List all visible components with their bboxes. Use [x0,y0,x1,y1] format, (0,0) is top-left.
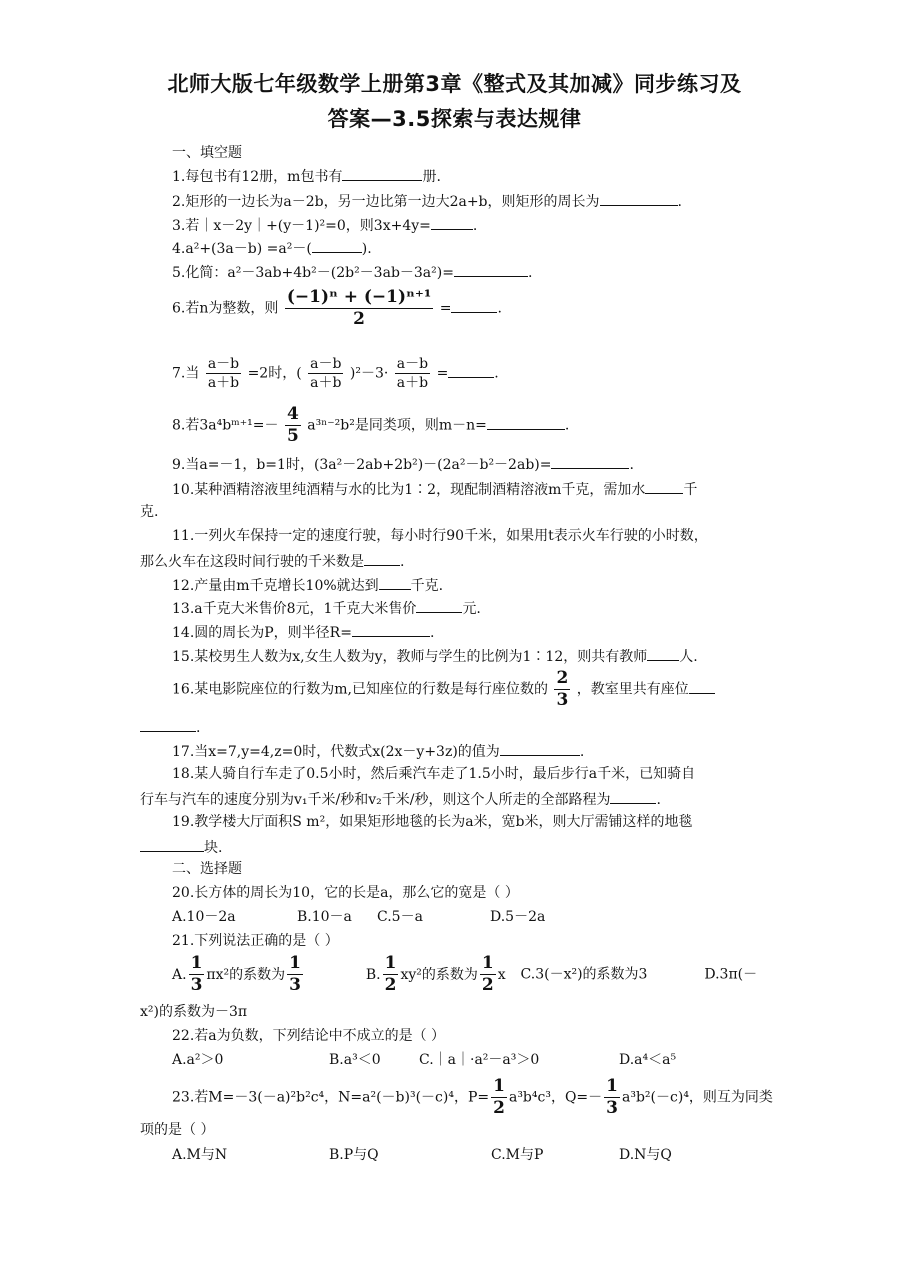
question-18: 18.某人骑自行车走了0.5小时，然后乘汽车走了1.5小时，最后步行a千米，已知骑自 [172,766,696,782]
question-6: 6.若n为整数，则 $\frac{\text{(−1)ⁿ + (−1)ⁿ⁺¹}}{2}$ = . [172,287,502,329]
answer-blank [352,621,430,637]
question-20-options [172,907,545,927]
section-fill-in: 一、填空题 [172,145,242,161]
fraction: $\frac{1}{3}$ [289,953,301,995]
option-c: C.3(－x²)的系数为3 [520,966,648,983]
answer-blank [379,574,411,590]
option-b: B.10－a [297,909,352,925]
question-3: 3.若｜x－2y｜+(y－1)²=0，则3x+4y= . [172,214,477,236]
fraction: $\frac{1}{2}$ [384,953,397,995]
question-11: 11.一列火车保持一定的速度行驶，每小时行90千米，如果用t表示火车行驶的小时数， [172,528,708,544]
option-a: A.M与N [172,1147,228,1163]
fraction: $\frac{1}{3}$ [606,1076,619,1118]
answer-blank [551,453,629,469]
option-b: B.a³＜0 [329,1052,381,1068]
answer-blank [487,414,565,430]
question-15: 15.某校男生人数为x,女生人数为y，教师与学生的比例为1∶12，则共有教师 人. [172,645,698,667]
question-16: 16.某电影院座位的行数为m,已知座位的行数是每行座位数的 $\frac{2}{3}$ ，教室里共有座位 [172,670,715,709]
answer-blank [312,237,362,253]
question-17: 17.当x=7,y=4,z=0时，代数式x(2x－y+3z)的值为 . [172,740,584,762]
option-c: C.｜a｜·a²－a³＞0 [419,1052,540,1068]
title-line-1: 北师大版七年级数学上册第3章《整式及其加减》同步练习及 [167,72,742,96]
answer-blank [140,836,204,852]
answer-blank [645,478,683,494]
question-16-cont: . [140,716,200,738]
question-2: 2.矩形的一边长为a－2b，另一边比第一边大2a+b，则矩形的周长为 . [172,190,682,212]
answer-blank [689,678,715,694]
fraction: $\frac{a-b}{a+b}$ [396,356,429,391]
option-d: D.5－2a [490,909,546,925]
title-line-2: 答案—3.5探索与表达规律 [327,107,582,131]
answer-blank [431,214,473,230]
fraction: $\frac{1}{2}$ [493,1076,505,1118]
question-12: 12.产量由m千克增长10%就达到 千克. [172,574,443,596]
fraction: $\frac{4}{5}$ [286,404,299,446]
answer-blank [364,550,400,566]
option-a: A. $\frac{1}{3}$ πx²的系数为 $\frac{1}{3}$ [172,953,301,995]
question-22-options [172,1050,676,1070]
question-21-cont: x²)的系数为－3π [140,1004,248,1020]
answer-blank [500,740,580,756]
question-1: 1.每包书有12册，m包书有 册. [172,165,441,187]
answer-blank [140,716,196,732]
question-7: 7.当 $\frac{a-b}{a+b}$ =2时，( $\frac{a-b}{a+b}$ )²－3· $\frac{a-b}{a+b}$ = . [172,356,499,391]
question-18-cont: 行车与汽车的速度分别为v₁千米/秒和v₂千米/秒，则这个人所走的全部路程为 . [140,788,661,810]
question-10-cont: 克. [140,504,159,520]
answer-blank [416,597,462,613]
answer-blank [448,362,494,378]
answer-blank [342,165,422,181]
answer-blank [647,645,679,661]
answer-blank [610,788,656,804]
question-19: 19.教学楼大厅面积S m²，如果矩形地毯的长为a米，宽b米，则大厅需铺这样的地毯 [172,814,693,830]
option-a: A.10－2a [172,909,236,925]
question-22: 22.若a为负数，下列结论中不成立的是（ ） [172,1028,446,1044]
question-23-cont: 项的是（ ） [140,1122,215,1138]
answer-blank [600,190,678,206]
option-c: C.5－a [377,909,423,925]
fraction: $\frac{a-b}{a+b}$ [207,356,240,391]
question-20: 20.长方体的周长为10，它的长是a，那么它的宽是（ ） [172,885,519,901]
fraction: $\frac{1}{2}$ [481,953,494,995]
fraction: $\frac{\text{(−1)ⁿ + (−1)ⁿ⁺¹}}{2}$ [286,287,432,329]
option-d: D.a⁴＜a⁵ [619,1052,677,1068]
question-14: 14.圆的周长为P，则半径R= . [172,621,434,643]
question-8: 8.若3a⁴bᵐ⁺¹=－ $\frac{4}{5}$ a³ⁿ⁻²b²是同类项，则m－n= . [172,404,570,446]
fraction: $\frac{a-b}{a+b}$ [310,356,342,391]
option-d: D.N与Q [619,1147,672,1163]
answer-blank [451,297,497,313]
question-21-options [172,955,757,994]
option-a: A.a²＞0 [172,1052,224,1068]
question-23: 23.若M=－3(－a)²b²c⁴，N=a²(－b)³(－c)⁴，P= $\frac{1}{2}$ a³b⁴c³，Q=－ $\frac{1}{3}$ a³b²(－c)⁴，则互为同类 [172,1076,773,1118]
question-23-options [172,1145,672,1165]
option-c: C.M与P [491,1147,544,1163]
question-10: 10.某种酒精溶液里纯酒精与水的比为1∶2，现配制酒精溶液m千克，需加水 千 [172,478,697,500]
question-11-cont: 那么火车在这段时间行驶的千米数是 . [140,550,404,572]
question-5: 5.化简：a²－3ab+4b²－(2b²－3ab－3a²)= . [172,261,532,283]
option-b: B.P与Q [329,1147,379,1163]
fraction: $\frac{1}{3}$ [190,953,203,995]
answer-blank [454,261,528,277]
option-d: D.3π(－ [704,966,758,983]
question-21: 21.下列说法正确的是（ ） [172,933,339,949]
question-19-cont: 块. [140,836,222,858]
fraction: $\frac{2}{3}$ [556,668,569,710]
section-multiple-choice: 二、选择题 [172,861,242,877]
question-9: 9.当a=－1，b=1时，(3a²－2ab+2b²)－(2a²－b²－2ab)= . [172,453,634,475]
question-4: 4.a²+(3a－b) =a²－( ). [172,237,372,259]
question-13: 13.a千克大米售价8元，1千克大米售价 元. [172,597,481,619]
option-b: B. $\frac{1}{2}$ xy²的系数为 $\frac{1}{2}$ x [365,953,506,995]
